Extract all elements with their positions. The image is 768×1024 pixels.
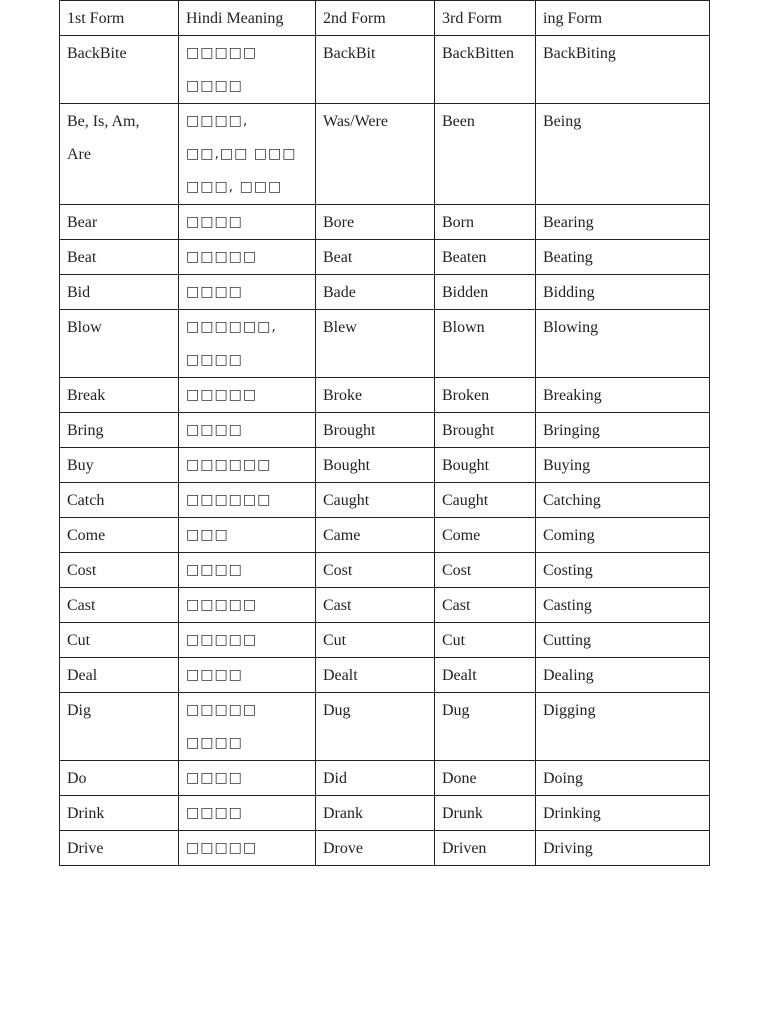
second-form-cell-text: Dealt bbox=[323, 667, 358, 684]
hindi-meaning-cell bbox=[179, 761, 316, 796]
third-form-cell bbox=[435, 275, 536, 310]
hindi-meaning-cell bbox=[179, 310, 316, 378]
hindi-meaning-cell-text: □□□□□ bbox=[186, 387, 258, 403]
third-form-cell-text: Born bbox=[442, 214, 474, 231]
ing-form-cell-text: Beating bbox=[543, 249, 593, 266]
header-label: 1st Form bbox=[67, 10, 125, 27]
second-form-cell bbox=[316, 240, 435, 275]
table-row bbox=[60, 413, 710, 448]
second-form-cell-text: Was/Were bbox=[323, 113, 388, 130]
ing-form-cell-text: Casting bbox=[543, 597, 592, 614]
third-form-cell-text: Brought bbox=[442, 422, 495, 439]
second-form-cell bbox=[316, 796, 435, 831]
third-form-cell bbox=[435, 413, 536, 448]
ing-form-cell bbox=[536, 378, 710, 413]
first-form-cell bbox=[60, 413, 179, 448]
third-form-cell bbox=[435, 378, 536, 413]
hindi-meaning-cell bbox=[179, 275, 316, 310]
ing-form-cell-text: Cutting bbox=[543, 632, 592, 649]
first-form-cell-text: Bring bbox=[67, 422, 104, 439]
second-form-cell-text: Caught bbox=[323, 492, 370, 509]
third-form-cell-text: Bought bbox=[442, 457, 490, 474]
second-form-cell bbox=[316, 36, 435, 104]
hindi-meaning-cell-text: □□□□□□ bbox=[186, 457, 272, 473]
second-form-cell bbox=[316, 693, 435, 761]
ing-form-cell-text: Bidding bbox=[543, 284, 595, 301]
first-form-cell bbox=[60, 240, 179, 275]
third-form-cell-text: Been bbox=[442, 113, 475, 130]
ing-form-cell-text: Coming bbox=[543, 527, 595, 544]
third-form-cell bbox=[435, 483, 536, 518]
third-form-cell-text: Broken bbox=[442, 387, 490, 404]
third-form-cell bbox=[435, 448, 536, 483]
second-form-cell-text: Did bbox=[323, 770, 347, 787]
table-row bbox=[60, 796, 710, 831]
first-form-cell bbox=[60, 796, 179, 831]
header-cell-ing-form bbox=[536, 1, 710, 36]
second-form-cell bbox=[316, 483, 435, 518]
ing-form-cell-text: Drinking bbox=[543, 805, 601, 822]
first-form-cell bbox=[60, 275, 179, 310]
hindi-meaning-cell bbox=[179, 448, 316, 483]
hindi-meaning-cell-text: □□□□ bbox=[186, 214, 243, 230]
third-form-cell bbox=[435, 761, 536, 796]
first-form-cell bbox=[60, 448, 179, 483]
third-form-cell-text: Dug bbox=[442, 702, 470, 719]
header-cell-hindi-meaning bbox=[179, 1, 316, 36]
hindi-meaning-cell-text: □□□□ bbox=[186, 562, 243, 578]
hindi-meaning-cell-text: □□□□□ bbox=[186, 597, 258, 613]
table-row bbox=[60, 240, 710, 275]
ing-form-cell-text: BackBiting bbox=[543, 45, 616, 62]
ing-form-cell-text: Doing bbox=[543, 770, 583, 787]
table-row bbox=[60, 658, 710, 693]
table-row bbox=[60, 275, 710, 310]
second-form-cell-text: Bought bbox=[323, 457, 371, 474]
hindi-meaning-cell bbox=[179, 240, 316, 275]
table-row bbox=[60, 36, 710, 104]
first-form-cell-text: Break bbox=[67, 387, 106, 404]
verb-forms-table bbox=[59, 0, 710, 866]
first-form-cell bbox=[60, 310, 179, 378]
third-form-cell bbox=[435, 693, 536, 761]
ing-form-cell bbox=[536, 831, 710, 866]
ing-form-cell bbox=[536, 761, 710, 796]
ing-form-cell-text: Digging bbox=[543, 702, 596, 719]
first-form-cell bbox=[60, 36, 179, 104]
second-form-cell-text: Broke bbox=[323, 387, 363, 404]
verb-table-body bbox=[60, 1, 710, 866]
ing-form-cell bbox=[536, 104, 710, 205]
first-form-cell bbox=[60, 623, 179, 658]
hindi-meaning-cell-text: □□□□□ bbox=[186, 632, 258, 648]
hindi-meaning-cell-text: □□□□□ bbox=[186, 840, 258, 856]
second-form-cell-text: Beat bbox=[323, 249, 353, 266]
ing-form-cell bbox=[536, 518, 710, 553]
hindi-meaning-cell-text: □□□□ bbox=[186, 422, 243, 438]
first-form-cell-text: Do bbox=[67, 770, 87, 787]
first-form-cell bbox=[60, 104, 179, 205]
table-row bbox=[60, 205, 710, 240]
first-form-cell-text: Be, Is, Am, Are bbox=[67, 113, 140, 163]
second-form-cell bbox=[316, 588, 435, 623]
hindi-meaning-cell bbox=[179, 104, 316, 205]
table-row bbox=[60, 448, 710, 483]
header-cell-first-form bbox=[60, 1, 179, 36]
ing-form-cell-text: Buying bbox=[543, 457, 591, 474]
second-form-cell bbox=[316, 518, 435, 553]
third-form-cell bbox=[435, 553, 536, 588]
ing-form-cell bbox=[536, 553, 710, 588]
second-form-cell bbox=[316, 275, 435, 310]
first-form-cell bbox=[60, 553, 179, 588]
first-form-cell-text: BackBite bbox=[67, 45, 127, 62]
table-row bbox=[60, 483, 710, 518]
second-form-cell bbox=[316, 413, 435, 448]
first-form-cell-text: Deal bbox=[67, 667, 98, 684]
ing-form-cell-text: Blowing bbox=[543, 319, 599, 336]
ing-form-cell-text: Being bbox=[543, 113, 582, 130]
ing-form-cell bbox=[536, 205, 710, 240]
hindi-meaning-cell bbox=[179, 553, 316, 588]
third-form-cell-text: Caught bbox=[442, 492, 489, 509]
first-form-cell-text: Cast bbox=[67, 597, 96, 614]
third-form-cell bbox=[435, 588, 536, 623]
second-form-cell-text: Bade bbox=[323, 284, 356, 301]
third-form-cell-text: Cast bbox=[442, 597, 471, 614]
second-form-cell bbox=[316, 205, 435, 240]
first-form-cell bbox=[60, 483, 179, 518]
ing-form-cell bbox=[536, 658, 710, 693]
hindi-meaning-cell bbox=[179, 36, 316, 104]
third-form-cell bbox=[435, 518, 536, 553]
third-form-cell-text: Drunk bbox=[442, 805, 483, 822]
first-form-cell bbox=[60, 761, 179, 796]
second-form-cell-text: Drank bbox=[323, 805, 363, 822]
second-form-cell-text: BackBit bbox=[323, 45, 376, 62]
hindi-meaning-cell-text: □□□□ bbox=[186, 770, 243, 786]
first-form-cell-text: Dig bbox=[67, 702, 91, 719]
table-row bbox=[60, 518, 710, 553]
hindi-meaning-cell-text: □□□□ bbox=[186, 667, 243, 683]
first-form-cell bbox=[60, 588, 179, 623]
first-form-cell-text: Come bbox=[67, 527, 106, 544]
ing-form-cell bbox=[536, 448, 710, 483]
table-row bbox=[60, 693, 710, 761]
third-form-cell bbox=[435, 240, 536, 275]
first-form-cell-text: Beat bbox=[67, 249, 97, 266]
second-form-cell-text: Cut bbox=[323, 632, 347, 649]
third-form-cell bbox=[435, 310, 536, 378]
third-form-cell-text: Blown bbox=[442, 319, 485, 336]
third-form-cell bbox=[435, 658, 536, 693]
hindi-meaning-cell bbox=[179, 658, 316, 693]
hindi-meaning-cell-text: □□□□, □□,□□ □□□ □□□, □□□ bbox=[186, 113, 297, 195]
first-form-cell bbox=[60, 205, 179, 240]
table-row bbox=[60, 588, 710, 623]
ing-form-cell bbox=[536, 36, 710, 104]
hindi-meaning-cell bbox=[179, 483, 316, 518]
hindi-meaning-cell-text: □□□□□ bbox=[186, 249, 258, 265]
ing-form-cell-text: Catching bbox=[543, 492, 601, 509]
first-form-cell-text: Cut bbox=[67, 632, 91, 649]
second-form-cell bbox=[316, 658, 435, 693]
second-form-cell-text: Cost bbox=[323, 562, 353, 579]
third-form-cell-text: Come bbox=[442, 527, 481, 544]
second-form-cell-text: Blew bbox=[323, 319, 357, 336]
hindi-meaning-cell bbox=[179, 623, 316, 658]
second-form-cell bbox=[316, 104, 435, 205]
second-form-cell-text: Bore bbox=[323, 214, 355, 231]
hindi-meaning-cell bbox=[179, 518, 316, 553]
hindi-meaning-cell bbox=[179, 693, 316, 761]
ing-form-cell bbox=[536, 310, 710, 378]
second-form-cell bbox=[316, 310, 435, 378]
ing-form-cell bbox=[536, 240, 710, 275]
header-label: 2nd Form bbox=[323, 10, 386, 27]
ing-form-cell bbox=[536, 413, 710, 448]
ing-form-cell-text: Costing bbox=[543, 562, 593, 579]
first-form-cell-text: Drink bbox=[67, 805, 105, 822]
first-form-cell bbox=[60, 378, 179, 413]
header-label: 3rd Form bbox=[442, 10, 502, 27]
third-form-cell-text: Dealt bbox=[442, 667, 477, 684]
second-form-cell-text: Drove bbox=[323, 840, 363, 857]
first-form-cell-text: Catch bbox=[67, 492, 105, 509]
third-form-cell-text: Cost bbox=[442, 562, 472, 579]
hindi-meaning-cell bbox=[179, 831, 316, 866]
second-form-cell bbox=[316, 623, 435, 658]
hindi-meaning-cell bbox=[179, 378, 316, 413]
hindi-meaning-cell bbox=[179, 205, 316, 240]
ing-form-cell bbox=[536, 693, 710, 761]
ing-form-cell-text: Bearing bbox=[543, 214, 594, 231]
second-form-cell-text: Came bbox=[323, 527, 361, 544]
first-form-cell-text: Drive bbox=[67, 840, 104, 857]
first-form-cell bbox=[60, 658, 179, 693]
hindi-meaning-cell-text: □□□□ bbox=[186, 284, 243, 300]
third-form-cell-text: Driven bbox=[442, 840, 487, 857]
table-row bbox=[60, 378, 710, 413]
hindi-meaning-cell-text: □□□□ bbox=[186, 805, 243, 821]
table-row bbox=[60, 761, 710, 796]
hindi-meaning-cell-text: □□□ bbox=[186, 527, 229, 543]
third-form-cell bbox=[435, 205, 536, 240]
ing-form-cell bbox=[536, 588, 710, 623]
first-form-cell-text: Buy bbox=[67, 457, 94, 474]
ing-form-cell bbox=[536, 796, 710, 831]
ing-form-cell bbox=[536, 623, 710, 658]
third-form-cell bbox=[435, 104, 536, 205]
third-form-cell-text: Cut bbox=[442, 632, 466, 649]
third-form-cell bbox=[435, 623, 536, 658]
ing-form-cell-text: Dealing bbox=[543, 667, 594, 684]
hindi-meaning-cell bbox=[179, 413, 316, 448]
second-form-cell bbox=[316, 448, 435, 483]
header-cell-second-form bbox=[316, 1, 435, 36]
third-form-cell bbox=[435, 831, 536, 866]
second-form-cell-text: Brought bbox=[323, 422, 376, 439]
table-row bbox=[60, 553, 710, 588]
first-form-cell-text: Bid bbox=[67, 284, 91, 301]
second-form-cell bbox=[316, 761, 435, 796]
third-form-cell-text: BackBitten bbox=[442, 45, 514, 62]
table-row bbox=[60, 310, 710, 378]
first-form-cell bbox=[60, 693, 179, 761]
second-form-cell bbox=[316, 553, 435, 588]
hindi-meaning-cell-text: □□□□□ □□□□ bbox=[186, 702, 258, 751]
ing-form-cell-text: Bringing bbox=[543, 422, 600, 439]
table-row bbox=[60, 831, 710, 866]
first-form-cell bbox=[60, 831, 179, 866]
second-form-cell bbox=[316, 831, 435, 866]
header-cell-third-form bbox=[435, 1, 536, 36]
header-label: ing Form bbox=[543, 10, 603, 27]
hindi-meaning-cell-text: □□□□□ □□□□ bbox=[186, 45, 258, 94]
second-form-cell bbox=[316, 378, 435, 413]
ing-form-cell-text: Driving bbox=[543, 840, 593, 857]
header-label: Hindi Meaning bbox=[186, 10, 284, 27]
third-form-cell-text: Bidden bbox=[442, 284, 489, 301]
hindi-meaning-cell-text: □□□□□□ bbox=[186, 492, 272, 508]
second-form-cell-text: Dug bbox=[323, 702, 351, 719]
first-form-cell bbox=[60, 518, 179, 553]
table-row bbox=[60, 104, 710, 205]
table-header-row bbox=[60, 1, 710, 36]
ing-form-cell bbox=[536, 275, 710, 310]
third-form-cell bbox=[435, 36, 536, 104]
hindi-meaning-cell bbox=[179, 588, 316, 623]
hindi-meaning-cell bbox=[179, 796, 316, 831]
first-form-cell-text: Bear bbox=[67, 214, 98, 231]
second-form-cell-text: Cast bbox=[323, 597, 352, 614]
first-form-cell-text: Cost bbox=[67, 562, 97, 579]
ing-form-cell-text: Breaking bbox=[543, 387, 602, 404]
ing-form-cell bbox=[536, 483, 710, 518]
third-form-cell-text: Beaten bbox=[442, 249, 487, 266]
hindi-meaning-cell-text: □□□□□□, □□□□ bbox=[186, 319, 277, 368]
third-form-cell bbox=[435, 796, 536, 831]
first-form-cell-text: Blow bbox=[67, 319, 102, 336]
table-row bbox=[60, 623, 710, 658]
third-form-cell-text: Done bbox=[442, 770, 477, 787]
